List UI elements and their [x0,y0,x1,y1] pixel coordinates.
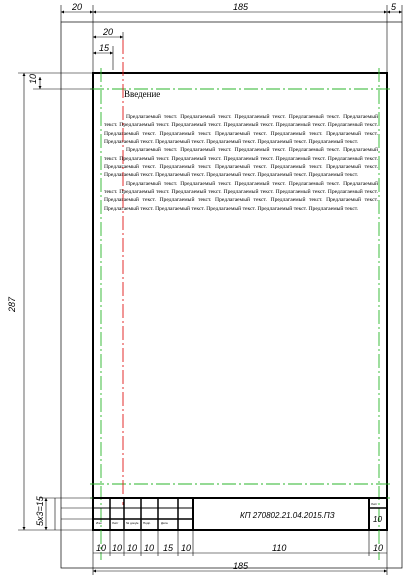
dim-col-c: 10 [127,543,138,553]
paragraph: Предлагаемый текст. Предлагаемый текст. Предлагаемый текст. Предлагаемый текст. Предлагаемый текст. Предлагаемый текст. Предлагаемый текст. Предлагаемый текст. Предлагаемый текст. Предлагаемый текст. Предлагаемый текст. Предлагаемый текст. Предлагаемый текст. Предлагаемый текст. Предлагаемый текст. Предлагаемый текст. Предлагаемый текст. Предлагаемый текст. Предлагаемый текст. Предлагаемый текст. [104,180,378,212]
dim-col-a: 10 [96,543,107,553]
dim-sheet-height: 287 [7,296,17,312]
body-text [104,113,378,213]
paragraph: Предлагаемый текст. Предлагаемый текст. Предлагаемый текст. Предлагаемый текст. Предлагаемый текст. Предлагаемый текст. Предлагаемый текст. Предлагаемый текст. Предлагаемый текст. Предлагаемый текст. Предлагаемый текст. Предлагаемый текст. Предлагаемый текст. Предлагаемый текст. Предлагаемый текст. Предлагаемый текст. Предлагаемый текст. Предлагаемый текст. Предлагаемый текст. Предлагаемый текст. [104,114,378,146]
dim-col-last: 10 [373,543,384,553]
dim-inner-offset: 20 [103,27,114,37]
dim-col-main: 110 [272,543,287,553]
dim-left-margin: 20 [72,2,83,12]
stamp-label: Изм [96,521,102,525]
stamp-label: Лист [371,502,378,506]
dim-right-margin: 5 [391,2,397,12]
dim-inner-offset-small: 15 [99,43,110,53]
dim-col-e: 15 [163,543,174,553]
stamp-label: Лист [112,521,119,525]
dim-col-b: 10 [112,543,123,553]
stamp-label: Подп. [143,521,151,525]
paragraph: Предлагаемый текст. Предлагаемый текст. Предлагаемый текст. Предлагаемый текст. Предлагаемый текст. Предлагаемый текст. Предлагаемый текст. Предлагаемый текст. Предлагаемый текст. Предлагаемый текст. Предлагаемый текст. Предлагаемый текст. Предлагаемый текст. Предлагаемый текст. Предлагаемый текст. Предлагаемый текст. Предлагаемый текст. Предлагаемый текст. Предлагаемый текст. Предлагаемый текст. [104,147,378,179]
stamp-label: № докум. [126,521,140,525]
stamp-label: Дата [161,521,168,525]
dim-col-d: 10 [144,543,155,553]
dim-stamp-height: 5x3=15 [35,496,45,526]
left-dimensions [18,73,93,530]
dim-top-margin: 10 [28,73,38,84]
section-heading: Введение [124,89,161,99]
sheet-number: 10 [373,515,382,524]
document-code: КП 270802.21.04.2015.ПЗ [240,511,335,520]
dim-sheet-width: 185 [233,2,249,12]
dim-col-f: 10 [181,543,192,553]
dim-bottom-width: 185 [233,561,249,571]
sheet-outline [61,22,402,568]
top-dimensions [61,5,402,73]
stamp-small-labels [96,502,378,525]
